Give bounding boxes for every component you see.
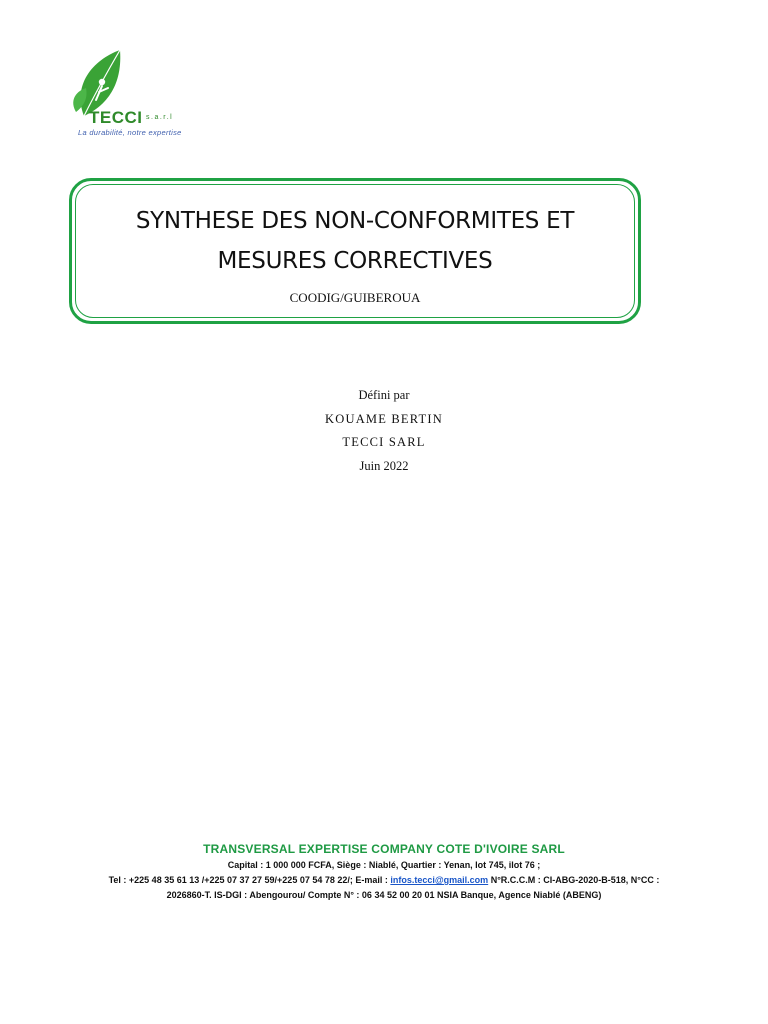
author-name: KOUAME BERTIN (325, 411, 443, 426)
title-line-2: MESURES CORRECTIVES (217, 248, 493, 274)
defined-by-block (0, 384, 768, 478)
footer-contact-prefix: Tel : +225 48 35 61 13 /+225 07 37 27 59/+225 07 54 78 22/; E-mail : (108, 875, 391, 885)
title-box (69, 178, 641, 324)
document-date: Juin 2022 (359, 458, 409, 473)
footer-contact-line (40, 873, 728, 888)
footer-capital-line: Capital : 1 000 000 FCFA, Siège : Niablé, Quartier : Yenan, lot 745, ilot 76 ; (227, 860, 541, 870)
logo-tagline: La durabilité, notre expertise (78, 128, 182, 137)
footer-contact-suffix: N°R.C.C.M : CI-ABG-2020-B-518, N°CC : (488, 875, 660, 885)
document-subtitle: COODIG/GUIBEROUA (289, 290, 421, 305)
title-line-1: SYNTHESE DES NON-CONFORMITES ET (135, 208, 575, 234)
footer (40, 840, 728, 903)
footer-email-link[interactable]: infos.tecci@gmail.com (390, 875, 489, 885)
tecci-logo (62, 46, 212, 138)
logo-name: TECCI (89, 108, 143, 127)
defined-by-label: Défini par (358, 388, 410, 402)
footer-company-name: TRANSVERSAL EXPERTISE COMPANY COTE D'IVOIRE SARL (203, 842, 565, 856)
footer-bank-line: 2026860-T. IS-DGI : Abengourou/ Compte N° : 06 34 52 00 20 01 NSIA Banque, Agence Niablé (ABENG) (166, 890, 602, 900)
author-company: TECCI SARL (342, 435, 426, 449)
logo-suffix: s.a.r.l (146, 114, 174, 121)
document-title (72, 201, 638, 281)
